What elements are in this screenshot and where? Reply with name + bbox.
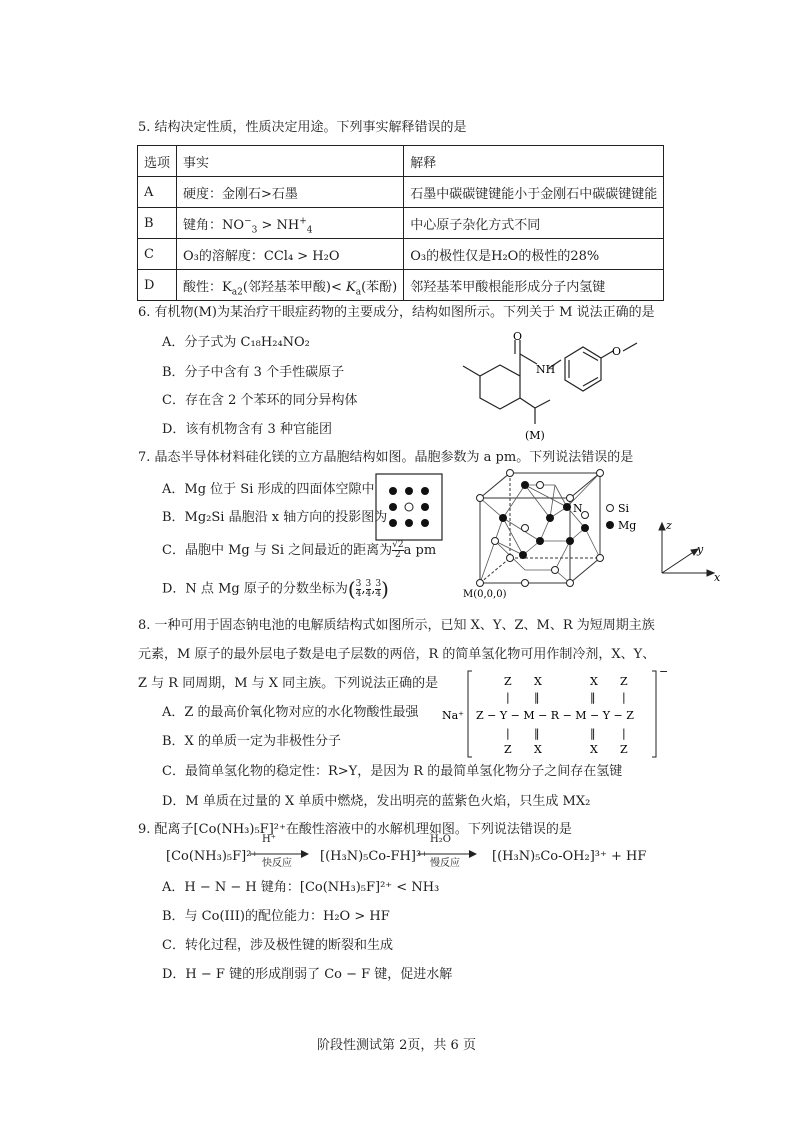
svg-text:|: | — [506, 727, 510, 740]
option-c-text: C．晶胞中 Mg 与 Si 之间最近的距离为 — [162, 543, 393, 558]
q5-stem: 5. 结构决定性质，性质决定用途。下列事实解释错误的是 — [138, 120, 467, 135]
row-reason: 石墨中碳碳键键能小于金刚石中碳碳键键能 — [404, 177, 664, 208]
fact-compare: CCl₄ > H₂O — [263, 248, 340, 264]
option-d-text: D．N 点 Mg 原子的分数坐标为 — [162, 581, 348, 597]
legend-si-label: Si — [618, 502, 630, 515]
fact-label: 酸性： — [183, 279, 223, 295]
q7-stem: 7. 晶态半导体材料硅化镁的立方晶胞结构如图。晶胞参数为 a pm。下列说法错误的是 — [138, 450, 634, 465]
ether-oxygen-label: O — [612, 345, 622, 358]
distance-fraction — [392, 541, 403, 560]
q8-stem-line-1: 8. 一种可用于固态钠电池的电解质结构式如图所示，已知 X、Y、Z、M、R 为短周期主族 — [138, 618, 655, 633]
svg-text:Z: Z — [620, 675, 628, 688]
svg-text:‖: ‖ — [534, 727, 540, 740]
q6-option-b: B．分子中含有 3 个手性碳原子 — [162, 365, 345, 380]
carbonyl-oxygen-label: O — [513, 330, 523, 343]
axis-y-label: y — [697, 543, 704, 556]
right-bracket — [652, 671, 656, 757]
fraction-denominator: 2 — [392, 550, 403, 560]
legend-mg-marker — [606, 521, 614, 529]
q7-option-a: A．Mg 位于 Si 形成的四面体空隙中 — [162, 482, 375, 497]
q7-option-c — [162, 541, 436, 561]
structure-caption: (M) — [525, 429, 545, 442]
table-header-row — [138, 146, 664, 177]
coordinate-axes — [650, 515, 730, 585]
svg-text:Z: Z — [620, 743, 628, 756]
svg-text:|: | — [622, 727, 626, 740]
fact-part-a: (邻羟基苯甲酸)< — [242, 279, 347, 295]
header-fact: 事实 — [177, 146, 404, 177]
q9-option-b: B．与 Co(III)的配位能力：H₂O > HF — [162, 909, 390, 924]
header-reason: 解释 — [404, 146, 664, 177]
axis-z-label: z — [666, 519, 672, 532]
svg-text:X: X — [590, 675, 598, 688]
row-fact — [177, 239, 404, 270]
table-row — [138, 177, 664, 208]
q6-option-a: A．分子式为 C₁₈H₂₄NO₂ — [162, 335, 310, 350]
row-fact: 酸性：$K_{a2}$(邻羟基苯甲酸)< $K_a$(苯酚) — [177, 270, 404, 301]
q8-option-d: D．M 单质在过量的 X 单质中燃烧，发出明亮的蓝紫色火焰，只生成 MX₂ — [162, 794, 591, 809]
species-1: [Co(NH₃)₅F]²⁺ — [166, 849, 259, 864]
svg-text:X: X — [590, 743, 598, 756]
q8-option-b: B．X 的单质一定为非极性分子 — [162, 734, 341, 749]
coord-fraction-1: $\frac{3}{4}$ — [355, 578, 362, 599]
benzene-ring — [565, 347, 601, 391]
fact-gt: > — [257, 217, 277, 233]
svg-text:‖: ‖ — [590, 727, 596, 740]
left-bracket — [468, 671, 472, 757]
cation-label: Na⁺ — [442, 709, 464, 722]
q5-table — [137, 145, 664, 301]
species-2: [(H₃N)₅Co-FH]³⁺ — [320, 849, 429, 864]
q9-option-c: C．转化过程，涉及极性键的断裂和生成 — [162, 938, 393, 953]
row-option: A — [138, 177, 177, 208]
projection-diagram — [374, 472, 444, 542]
point-n-label: N — [573, 502, 583, 515]
q6-option-c: C．存在含 2 个苯环的同分异构体 — [162, 393, 358, 408]
table-row — [138, 239, 664, 270]
row-fact: 键角：$NO^-_3 > NH^+_4$ — [177, 208, 404, 239]
complex-ion: [Co(NH₃)₅F]²⁺ — [193, 822, 286, 837]
reagent-2: H₂O — [430, 834, 451, 845]
row-reason: 中心原子杂化方式不同 — [404, 208, 664, 239]
axis-x-label: x — [714, 571, 721, 584]
distance-unit: a pm — [403, 543, 437, 558]
electrolyte-structure — [438, 665, 678, 765]
q8-option-c: C．最简单氢化物的稳定性：R>Y，是因为 R 的最简单氢化物分子之间存在氢键 — [162, 764, 623, 779]
species-3: [(H₃N)₅Co-OH₂]³⁺ + HF — [492, 849, 647, 864]
fact-label: O₃的溶解度： — [183, 248, 264, 264]
condition-slow: 慢反应 — [430, 858, 460, 869]
condition-fast: 快反应 — [262, 858, 292, 869]
fraction-numerator: √2 — [392, 540, 404, 550]
svg-text:X: X — [534, 675, 542, 688]
coord-fraction-2: $\frac{3}{4}$ — [365, 578, 372, 599]
q8-stem-line-3: Z 与 R 同周期，M 与 X 同主族。下列说法正确的是 — [138, 676, 439, 691]
amide-nh-label: NH — [536, 363, 556, 376]
origin-label: M(0,0,0) — [463, 589, 507, 600]
row-reason: 邻羟基苯甲酸根能形成分子内氢键 — [404, 270, 664, 301]
isopropyl-bond — [520, 398, 535, 408]
anion-charge: − — [659, 665, 669, 678]
svg-text:‖: ‖ — [534, 691, 540, 704]
row-option: B — [138, 208, 177, 239]
reagent-1: H⁺ — [262, 834, 276, 845]
backbone-formula: Z − Y − M − R − M − Y − Z — [476, 709, 634, 722]
row-reason: O₃的极性仅是H₂O的极性的28% — [404, 239, 664, 270]
svg-text:|: | — [506, 691, 510, 704]
svg-text:Z: Z — [504, 743, 512, 756]
legend-mg-label: Mg — [618, 519, 637, 532]
legend-si-marker — [607, 505, 614, 512]
table-row — [138, 208, 664, 239]
fact-part-b: (苯酚) — [361, 279, 398, 295]
row-fact: 硬度：金刚石>石墨 — [177, 177, 404, 208]
q9-stem: 9. 配离子[Co(NH₃)₅F]²⁺在酸性溶液中的水解机理如图。下列说法错误的是 — [138, 822, 572, 837]
molecule-m-structure — [455, 330, 655, 445]
svg-text:Z: Z — [504, 675, 512, 688]
q9-option-d: D．H − F 键的形成削弱了 Co − F 键，促进水解 — [162, 967, 453, 982]
svg-text:‖: ‖ — [590, 691, 596, 704]
row-option: C — [138, 239, 177, 270]
coord-fraction-3: $\frac{3}{4}$ — [375, 578, 382, 599]
q8-option-a: A．Z 的最高价氧化物对应的水化物酸性最强 — [162, 705, 419, 720]
mg-atoms — [499, 481, 589, 559]
svg-text:|: | — [622, 691, 626, 704]
q7-option-d: D．N 点 Mg 原子的分数坐标为( $\frac{3}{4}$ , $\frac{3}{4}$ , $\frac{3}{4}$ ) — [162, 577, 389, 601]
q6-option-d: D．该有机物含有 3 种官能团 — [162, 422, 332, 437]
table-row — [138, 270, 664, 301]
fact-label: 键角： — [183, 217, 223, 233]
q6-stem: 6. 有机物(M)为某治疗干眼症药物的主要成分，结构如图所示。下列关于 M 说法正确的是 — [138, 305, 655, 320]
header-option: 选项 — [138, 146, 177, 177]
crystal-cell-diagram — [455, 463, 655, 603]
methyl-bond — [463, 366, 480, 376]
row-option: D — [138, 270, 177, 301]
q8-stem-line-2: 元素，M 原子的最外层电子数是电子层数的两倍，R 的简单氢化物可用作制冷剂，X、Y、 — [138, 647, 656, 662]
q7-option-b: B．Mg₂Si 晶胞沿 x 轴方向的投影图为 — [162, 510, 388, 525]
cyclohexane-ring — [480, 365, 520, 409]
page-footer: 阶段性测试第 2页，共 6 页 — [317, 1038, 476, 1053]
svg-text:X: X — [534, 743, 542, 756]
q9-option-a: A．H − N − H 键角：[Co(NH₃)₅F]²⁺ < NH₃ — [162, 880, 440, 895]
